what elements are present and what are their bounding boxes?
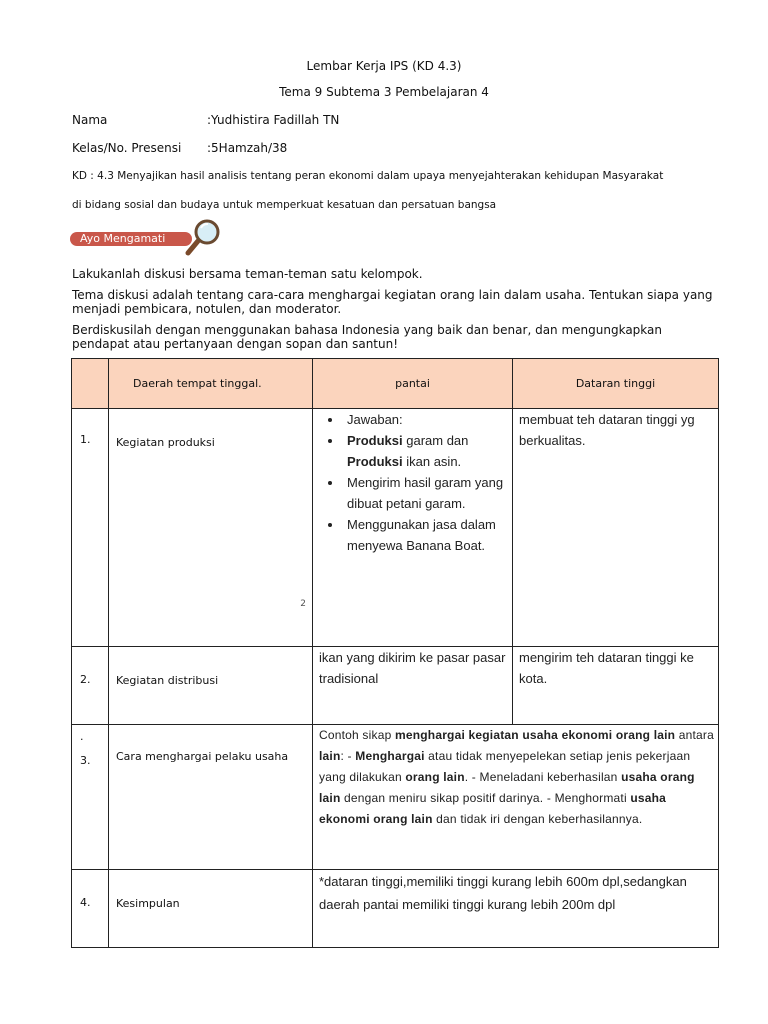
sikap-segment: dengan meniru sikap positif darinya. - Menghormati (340, 791, 631, 805)
sikap-segment: lain (319, 749, 341, 763)
sikap-segment: usaha ekonomi orang lain (319, 791, 667, 826)
header-cell-pantai: pantai (313, 359, 513, 409)
discussion-table (71, 358, 719, 948)
sikap-menghargai-text (313, 725, 718, 830)
instruction-1: Lakukanlah diskusi bersama teman-teman satu kelompok. (72, 267, 423, 281)
sikap-segment: Menghargai (355, 749, 425, 763)
list-item: • Jawaban: (343, 409, 512, 430)
instruction-3: Berdiskusilah dengan menggunakan bahasa Indonesia yang baik dan benar, dan mengungkapkan pendapat atau pertanyaan dengan sopan dan santun! (72, 323, 662, 351)
kesimpulan-text: *dataran tinggi,memiliki tinggi kurang lebih 600m dpl,sedangkan daerah pantai memiliki tinggi kurang lebih 200m dpl (313, 870, 719, 948)
sikap-segment: : - (340, 749, 356, 763)
class-label: Kelas/No. Presensi (72, 141, 182, 155)
name-label: Nama (72, 113, 108, 127)
table-row (72, 647, 719, 725)
pantai-distribusi: ikan yang dikirim ke pasar pasar tradisional (313, 647, 513, 725)
sikap-segment: antara (675, 728, 714, 742)
table-row (72, 409, 719, 647)
kd-line-2: di bidang sosial dan budaya untuk memperkuat kesatuan dan persatuan bangsa (72, 199, 497, 211)
row-label: Cara menghargai pelaku usaha (109, 725, 313, 870)
header-cell-daerah: Daerah tempat tinggal. (109, 359, 313, 409)
sikap-segment: Contoh sikap (319, 728, 395, 742)
dataran-distribusi: mengirim teh dataran tinggi ke kota. (513, 647, 719, 725)
sikap-segment: usaha orang lain (319, 770, 695, 805)
table-row (72, 870, 719, 948)
kd-line-1: KD : 4.3 Menyajikan hasil analisis tentang peran ekonomi dalam upaya menyejahterakan kehidupan Masyarakat (72, 170, 664, 182)
sikap-segment: orang lain (405, 770, 465, 784)
row-label: Kesimpulan (109, 870, 313, 948)
page-marker: 2 (300, 599, 306, 609)
table-row (72, 725, 719, 870)
row-label: Kegiatan produksi (116, 436, 215, 449)
dataran-produksi: membuat teh dataran tinggi yg berkualitas. (513, 409, 719, 647)
row-number: 3. (80, 754, 91, 767)
pantai-produksi-list (313, 409, 512, 556)
header-cell-dataran: Dataran tinggi (513, 359, 719, 409)
row-number: 2. (72, 647, 109, 725)
sikap-segment: menghargai kegiatan usaha ekonomi orang lain (394, 728, 676, 742)
row-number: 4. (72, 870, 109, 948)
sikap-segment: . - Meneladani keberhasilan (464, 770, 622, 784)
list-item: • Menggunakan jasa dalam menyewa Banana Boat. (343, 514, 512, 556)
worksheet-title: Lembar Kerja IPS (KD 4.3) (306, 59, 462, 73)
instruction-2: Tema diskusi adalah tentang cara-cara menghargai kegiatan orang lain dalam usaha. Tentukan siapa yang menjadi pembicara, notulen, dan moderator. (72, 288, 713, 316)
name-value: :Yudhistira Fadillah TN (207, 113, 340, 127)
class-value: :5Hamzah/38 (207, 141, 288, 155)
row-number: 1. (72, 409, 109, 647)
sikap-segment: atau tidak menyepelekan setiap jenis pekerjaan yang dilakukan (319, 749, 691, 784)
row-dot: . (80, 730, 84, 743)
table-header-row (72, 359, 719, 409)
list-item: • Mengirim hasil garam yang dibuat petani garam. (343, 472, 512, 514)
header-cell-empty (72, 359, 109, 409)
ayo-mengamati-badge: Ayo Mengamati (70, 232, 192, 246)
theme-subtitle: Tema 9 Subtema 3 Pembelajaran 4 (279, 85, 489, 99)
magnifier-icon (184, 217, 224, 257)
list-item: • Produksi garam dan Produksi ikan asin. (343, 430, 512, 472)
row-label: Kegiatan distribusi (109, 647, 313, 725)
sikap-segment: dan tidak iri dengan keberhasilannya. (432, 812, 643, 826)
